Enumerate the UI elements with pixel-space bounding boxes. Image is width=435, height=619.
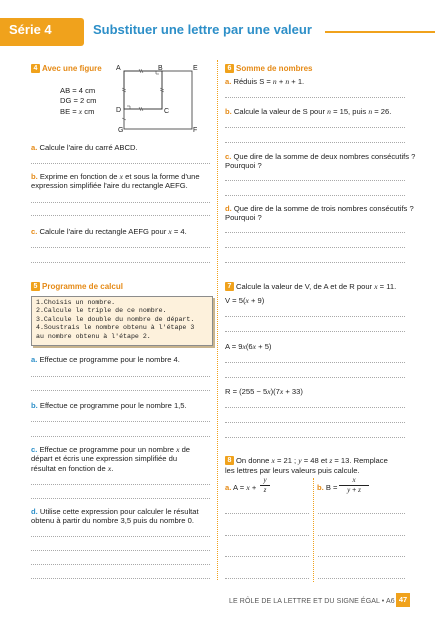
point-label: E [193,65,198,72]
answer-line[interactable] [225,422,405,423]
expression-v: V = 5(x + 9) [225,296,265,305]
question-a: a. A = x + [225,483,257,492]
question-c: c. Effectue ce programme pour un nombre x de départ et écris une expression simplifiée du résultat en fonction de x. [31,445,191,473]
question-d: d. Que dire de la somme de trois nombres consécutifs ? Pourquoi ? [225,204,414,223]
fraction-a [260,476,270,495]
answer-line[interactable] [31,550,210,551]
answer-line[interactable] [225,556,309,557]
question-b [31,172,200,191]
page-title: Substituer une lettre par une valeur [93,22,312,37]
point-label: A [116,65,121,72]
answer-line[interactable] [225,513,309,514]
answer-line[interactable] [318,535,405,536]
footer-text: LE RÔLE DE LA LETTRE ET DU SIGNE ÉGAL • A6 [229,598,395,605]
exercise-intro: On donne x = 21 ; y = 48 et z = 13. Remplace [236,456,388,465]
point-label: G [118,127,124,134]
question-c: c. Que dire de la somme de deux nombres consécutifs ? Pourquoi ? [225,152,416,171]
point-label: F [193,127,198,134]
answer-line[interactable] [225,97,405,98]
inner-divider [313,478,314,582]
answer-line[interactable] [31,484,210,485]
answer-line[interactable] [31,163,210,164]
answer-line[interactable] [31,578,210,579]
program-step: 4.Soustrais le nombre obtenu à l'étape 3 [36,324,195,332]
answer-line[interactable] [225,578,309,579]
answer-line[interactable] [225,180,405,181]
given-line: AB = 4 cm [60,86,96,95]
answer-line[interactable] [31,390,210,391]
question-c: c. Calcule l'aire du rectangle AEFG pour x = 4. [31,227,187,236]
fraction-denominator: y + z [347,486,361,494]
question-b: b. Calcule la valeur de S pour n = 15, puis n = 26. [225,107,392,116]
program-box [31,296,213,346]
answer-line[interactable] [31,421,210,422]
exercise-number: 4 [31,64,40,73]
program-step: 3.Calcule le double du nombre de départ. [36,315,195,323]
program-step: 1.Choisis un nombre. [36,299,116,306]
exercise-title: Programme de calcul [42,282,123,291]
point-label: B [158,65,163,72]
question-text-cont: Pourquoi ? [225,161,262,171]
fraction-denominator: z [263,486,267,494]
answer-line[interactable] [31,564,210,565]
answer-line[interactable] [31,247,210,248]
expression-r: R = (255 − 5x)(7x + 33) [225,387,303,396]
geometry-figure [115,64,205,136]
question-a: a. Effectue ce programme pour le nombre 4. [31,355,180,364]
answer-line[interactable] [225,407,405,408]
question-text: b. Exprime en fonction de x et sous la forme d'une [31,172,200,181]
answer-line[interactable] [31,262,210,263]
answer-line[interactable] [318,513,405,514]
answer-line[interactable] [225,127,405,128]
answer-line[interactable] [31,202,210,203]
question-text-cont: obtenu à partir du nombre 3,5 puis du nombre 0. [31,516,194,526]
exercise-number: 5 [31,282,40,291]
question-text: Calcule l'aire du carré ABCD. [39,143,138,152]
question-text-cont: Pourquoi ? [225,213,262,223]
expression-a: A = 9x(6x + 5) [225,342,272,351]
answer-line[interactable] [31,498,210,499]
program-step: au nombre obtenu à l'étape 2. [36,332,151,340]
answer-line[interactable] [31,376,210,377]
question-a: a. Réduis S = n + n + 1. [225,77,305,86]
exercise-intro: Calcule la valeur de V, de A et de R pour x = 11. [236,282,397,291]
answer-line[interactable] [225,331,405,332]
column-divider [217,60,218,580]
answer-line[interactable] [225,195,405,196]
answer-line[interactable] [318,578,405,579]
question-text-cont: résultat en fonction de x. [31,463,114,473]
answer-line[interactable] [318,556,405,557]
answer-line[interactable] [225,262,405,263]
given-data [60,86,97,116]
answer-line[interactable] [225,316,405,317]
question-a [31,143,138,152]
fraction-numerator: x [352,476,356,484]
exercise-number: 6 [225,64,234,73]
answer-line[interactable] [225,535,309,536]
series-label: Série 4 [9,22,52,37]
question-b: b. Effectue ce programme pour le nombre 1,5. [31,401,187,410]
exercise-number: 8 [225,456,234,465]
fraction-b [339,476,369,495]
question-b: b. B = [317,483,338,492]
question-text-cont: départ et écris une expression simplifiée du [31,454,178,464]
answer-line[interactable] [31,536,210,537]
question-label: a. [31,143,38,152]
answer-line[interactable] [225,232,405,233]
fraction-numerator: y [263,476,267,484]
square-rectangle-diagram [115,64,205,136]
exercise-intro-cont: les lettres par leurs valeurs puis calcule. [225,466,360,475]
question-text: Effectue ce programme pour le nombre 4. [39,355,180,364]
question-text-cont: expression simplifiée l'aire du rectangle AEFG. [31,181,188,191]
given-line: DG = 2 cm [60,96,97,106]
point-label: D [116,107,122,114]
exercise-title: Avec une figure [42,64,102,73]
exercise-title: Somme de nombres [236,64,313,73]
answer-line[interactable] [31,215,210,216]
point-label: C [164,108,170,115]
given-line: BE = x cm [60,106,95,116]
title-rule [325,31,435,33]
question-text: Effectue ce programme pour le nombre 1,5. [39,401,187,410]
answer-line[interactable] [225,362,405,363]
answer-line[interactable] [31,436,210,437]
answer-line[interactable] [225,247,405,248]
program-step: 2.Calcule le triple de ce nombre. [36,307,167,315]
answer-line[interactable] [225,377,405,378]
answer-line[interactable] [225,142,405,143]
exercise-number: 7 [225,282,234,291]
question-d: d. Utilise cette expression pour calculer le résultat obtenu à partir du nombre 3,5 puis du nombre 0. [31,507,199,526]
page-number: 47 [396,593,410,607]
answer-line[interactable] [225,437,405,438]
